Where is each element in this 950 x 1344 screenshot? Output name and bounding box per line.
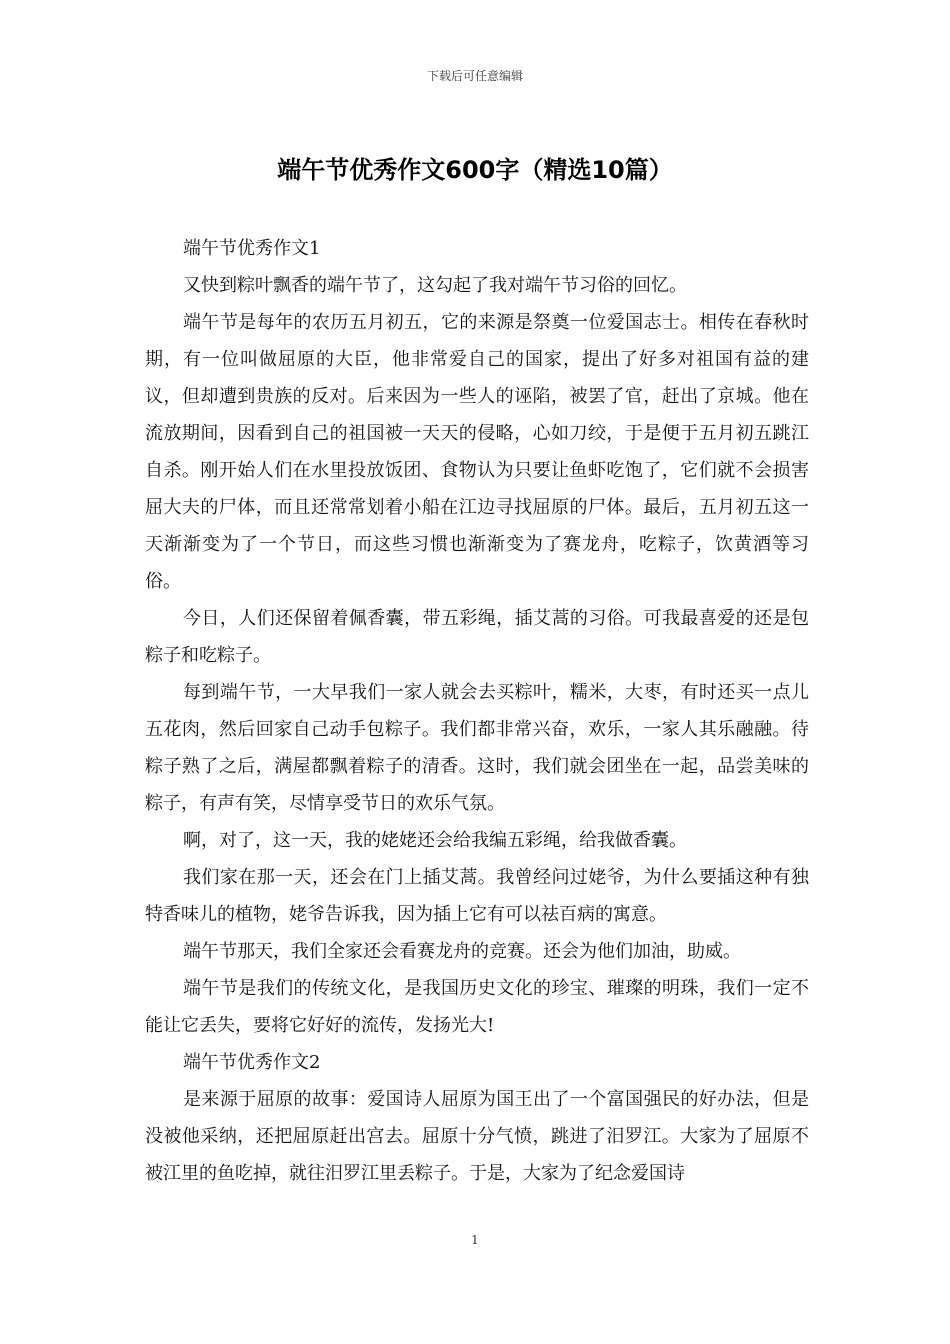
paragraph: 今日，人们还保留着佩香囊，带五彩绳，插艾蒿的习俗。可我最喜爱的还是包粽子和吃粽子。 [145,608,809,666]
paragraph: 又快到粽叶飘香的端午节了，这勾起了我对端午节习俗的回忆。 [183,275,687,296]
paragraph: 是来源于屈原的故事：爱国诗人屈原为国王出了一个富国强民的好办法，但是没被他采纳，还把屈原赶出宫去。屈原十分气愤，跳进了汨罗江。大家为了屈原不被江里的鱼吃掉，就往汨罗江里丢粽子。于是，大家为了纪念爱国诗 [145,1089,809,1184]
section-heading-1: 端午节优秀作文1 [183,238,321,259]
document-body [145,230,809,1192]
paragraph: 端午节那天，我们全家还会看赛龙舟的竞赛。还会为他们加油，助威。 [183,941,741,962]
paragraph: 我们家在那一天，还会在门上插艾蒿。我曾经问过姥爷，为什么要插这种有独特香味儿的植物，姥爷告诉我，因为插上它有可以祛百病的寓意。 [145,867,809,925]
header-note: 下载后可任意编辑 [426,69,523,83]
page-number: 1 [471,1233,479,1247]
paragraph: 端午节是我们的传统文化，是我国历史文化的珍宝、璀璨的明珠，我们一定不能让它丢失，要将它好好的流传，发扬光大! [145,978,809,1036]
paragraph: 啊，对了，这一天，我的姥姥还会给我编五彩绳，给我做香囊。 [183,830,687,851]
paragraph: 每到端午节，一大早我们一家人就会去买粽叶，糯米，大枣，有时还买一点儿五花肉，然后回家自己动手包粽子。我们都非常兴奋，欢乐，一家人其乐融融。待粽子熟了之后，满屋都飘着粽子的清香。这时，我们就会团坐在一起，品尝美味的粽子，有声有笑，尽情享受节日的欢乐气氛。 [145,682,809,814]
paragraph: 端午节是每年的农历五月初五，它的来源是祭奠一位爱国志士。相传在春秋时期，有一位叫做屈原的大臣，他非常爱自己的国家，提出了好多对祖国有益的建议，但却遭到贵族的反对。后来因为一些人的诬陷，被罢了官，赶出了京城。他在流放期间，因看到自己的祖国被一天天的侵略，心如刀绞，于是便于五月初五跳江自杀。刚开始人们在水里投放饭团、食物认为只要让鱼虾吃饱了，它们就不会损害屈大夫的尸体，而且还常常划着小船在江边寻找屈原的尸体。最后，五月初五这一天渐渐变为了一个节日，而这些习惯也渐渐变为了赛龙舟，吃粽子，饮黄酒等习俗。 [145,312,809,592]
document-title: 端午节优秀作文600字（精选10篇） [277,156,673,184]
section-heading-2: 端午节优秀作文2 [183,1052,321,1073]
